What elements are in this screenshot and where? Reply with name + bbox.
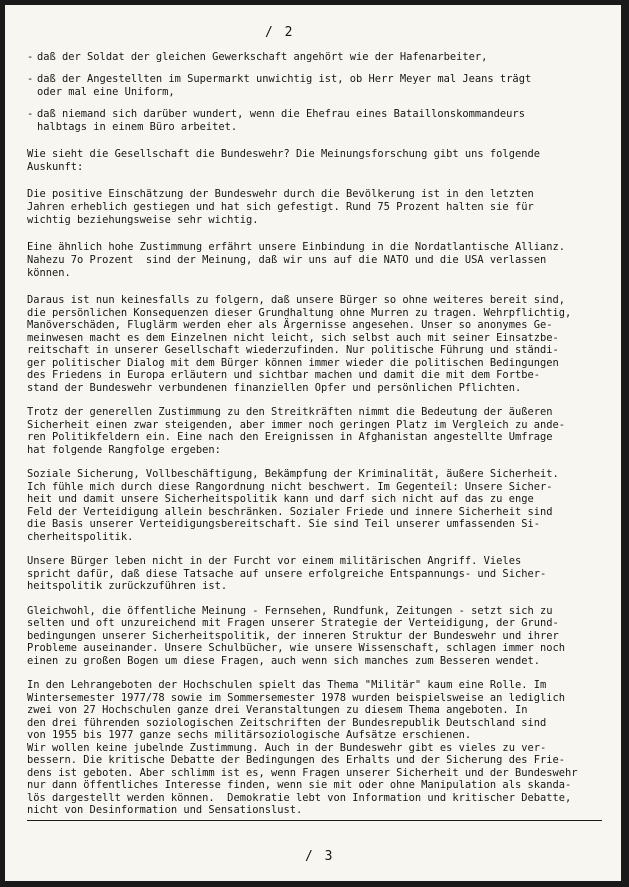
document-page bbox=[5, 5, 621, 881]
bullet-dash: - bbox=[27, 51, 34, 63]
bullet-dash: - bbox=[27, 108, 34, 120]
footer-rule bbox=[27, 820, 602, 821]
bullet-text: daß niemand sich darüber wundert, wenn die Ehefrau eines Bataillonskommandeurs halbtags in einem Büro arbeitet. bbox=[37, 108, 525, 133]
paragraph: Soziale Sicherung, Vollbeschäftigung, Bekämpfung der Kriminalität, äußere Sicherheit. Ich fühle mich durch diese Rangordnung nicht beschwert. Im Gegenteil: Unsere Sicher- heit und damit unsere Sicherheitspolitik kann und darf sich nicht auf das zu enge Feld der Verteidigung allein beschränken. Sozialer Friede und innere Sicherheit sind die Basis unserer Verteidigungsbereitschaft. Sie sind Teil unserer umfassenden Si- cherheitspolitik. bbox=[27, 468, 559, 543]
paragraph: Die positive Einschätzung der Bundeswehr durch die Bevölkerung ist in den letzten Jahren erheblich gestiegen und hat sich gefestigt. Rund 75 Prozent halten sie für wichtig beziehungsweise sehr wichtig. bbox=[27, 188, 534, 226]
bullet-text: daß der Soldat der gleichen Gewerkschaft angehört wie der Hafenarbeiter, bbox=[37, 51, 488, 63]
bullet-text: daß der Angestellten im Supermarkt unwichtig ist, ob Herr Meyer mal Jeans trägt oder mal eine Uniform, bbox=[37, 73, 532, 98]
document-body bbox=[27, 51, 607, 817]
bullet-item bbox=[27, 73, 607, 99]
paragraph: Eine ähnlich hohe Zustimmung erfährt unsere Einbindung in die Nordatlantische Allianz. Nahezu 7o Prozent sind der Meinung, daß wir uns auf die NATO und die USA verlassen können. bbox=[27, 241, 565, 279]
paragraph: Gleichwohl, die öffentliche Meinung - Fernsehen, Rundfunk, Zeitungen - setzt sich zu selten und oft unzureichend mit Fragen unserer Strategie der Verteidigung, der Grund- bedingungen unserer Sicherheitspolitik, der inneren Struktur der Bundeswehr und ihrer Probleme auseinander. Unsere Schulbücher, wie unsere Wissenschaft, schlagen immer noch einen zu großen Bogen um diese Fragen, auch wenn sich manches zum Besseren wendet. bbox=[27, 604, 565, 667]
paragraph: Unsere Bürger leben nicht in der Furcht vor einem militärischen Angriff. Vieles spricht dafür, daß diese Tatsache auf unsere erfolgreiche Entspannungs- und Sicher- heitspolitik zurückzuführen ist. bbox=[27, 555, 547, 592]
bullet-item bbox=[27, 51, 607, 64]
page-number-bottom: / 3 bbox=[305, 849, 335, 864]
page-number-top: / 2 bbox=[265, 25, 295, 40]
paragraph: Wie sieht die Gesellschaft die Bundeswehr? Die Meinungsforschung gibt uns folgende Auskunft: bbox=[27, 148, 540, 173]
bullet-item bbox=[27, 108, 607, 134]
bullet-dash: - bbox=[27, 73, 34, 85]
paragraph: In den Lehrangeboten der Hochschulen spielt das Thema "Militär" kaum eine Rolle. Im Wintersemester 1977/78 sowie im Sommersemester 1978 wurden beispielsweise an lediglich zwei von 27 Hochschulen ganze drei Veranstaltungen zu diesem Thema angeboten. In den drei führenden soziologischen Zeitschriften der Bundesrepublik Deutschland sind von 1955 bis 1977 ganze sechs militärsoziologische Aufsätze erschienen. Wir wollen keine jubelnde Zustimmung. Auch in der Bundeswehr gibt es vieles zu ver- bessern. Die kritische Debatte der Bedingungen des Erhalts und der Sicherung des Frie- dens ist geboten. Aber schlimm ist es, wenn Fragen unserer Sicherheit und der Bundeswehr nur dann öffentliches Interesse finden, wenn sie mit oder ohne Manipulation als skanda- lös dargestellt werden können. Demokratie lebt von Information und kritischer Debatte, nicht von Desinformation und Sensationslust. bbox=[27, 679, 578, 816]
paragraph: Daraus ist nun keinesfalls zu folgern, daß unsere Bürger so ohne weiteres bereit sind, die persönlichen Konsequenzen dieser Grundhaltung ohne Murren zu tragen. Wehrpflichtig, Manöverschäden, Fluglärm werden eher als Ärgernisse angesehen. Unser so anonymes Ge- meinwesen macht es dem Einzelnen nicht leicht, sich selbst auch mit seiner Einsatzbe- reitschaft in unserer Gesellschaft wiederzufinden. Nur politische Führung und ständi- ger politischer Dialog mit dem Bürger können immer wieder die politischen Bedingungen des Friedens in Europa erläutern und sichtbar machen und damit die mit dem Fortbe- stand der Bundeswehr verbundenen finanziellen Opfer und persönlichen Pflichten. bbox=[27, 294, 572, 394]
paragraph: Trotz der generellen Zustimmung zu den Streitkräften nimmt die Bedeutung der äußeren Sicherheit einen zwar steigenden, aber immer noch geringen Platz im Vergleich zu ande- ren Politikfeldern ein. Eine nach den Ereignissen in Afghanistan angestellte Umfrage hat folgende Rangfolge ergeben: bbox=[27, 406, 565, 456]
